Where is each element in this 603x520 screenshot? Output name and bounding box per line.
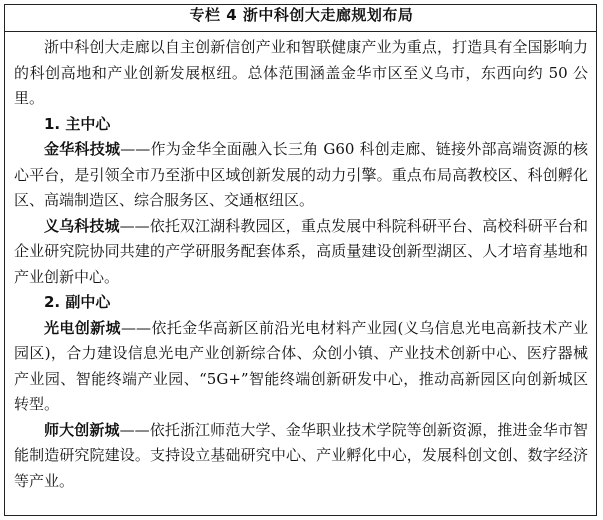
section-heading-sub-center: 2. 副中心 (44, 293, 111, 311)
column-content (14, 35, 588, 494)
item-text: ——作为金华全面融入长三角 G60 科创走廊、链接外部高端资源的核心平台，是引领全市乃至浙中区域创新发展的动力引擎。重点布局高教校区、科创孵化区、高端制造区、综合服务区、交通枢纽区。 (14, 140, 588, 209)
item-yiwu-tech-city (14, 214, 588, 291)
item-text: ——依托双江湖科教园区，重点发展中科院科研平台、高校科研平台和企业研究院协同共建的产学研服务配套体系，高质量建设创新型湖区、人才培育基地和产业创新中心。 (14, 216, 588, 286)
title-divider (4, 31, 597, 32)
column-title: 专栏 4 浙中科创大走廊规划布局 (189, 6, 414, 24)
item-term: 金华科技城 (44, 140, 121, 158)
intro-paragraph: 浙中科创大走廊以自主创新信创产业和智联健康产业为重点，打造具有全国影响力的科创高地和产业创新发展枢纽。总体范围涵盖金华市区至义乌市，东西向约 50 公里。 (14, 38, 588, 107)
item-term: 师大创新城 (44, 420, 120, 439)
section-heading-main-center: 1. 主中心 (44, 114, 111, 133)
item-term: 光电创新城 (44, 318, 121, 337)
item-optoelectronic-city (14, 316, 588, 418)
item-jinhua-tech-city (14, 137, 588, 214)
item-text: ——依托金华高新区前沿光电材料产业园(义乌信息光电高新技术产业园区)，合力建设信息光电产业创新综合体、众创小镇、产业技术创新中心、医疗器械产业园、智能终端产业园、“5G+”智能终端创新研发中心，推动高新园区向创新城区转型。 (14, 318, 588, 413)
item-term: 义乌科技城 (44, 216, 120, 235)
item-normal-univ-city (14, 418, 588, 495)
item-text: ——依托浙江师范大学、金华职业技术学院等创新资源，推进金华市智能制造研究院建设。支持设立基础研究中心、产业孵化中心，发展科创文创、数字经济等产业。 (14, 420, 588, 490)
